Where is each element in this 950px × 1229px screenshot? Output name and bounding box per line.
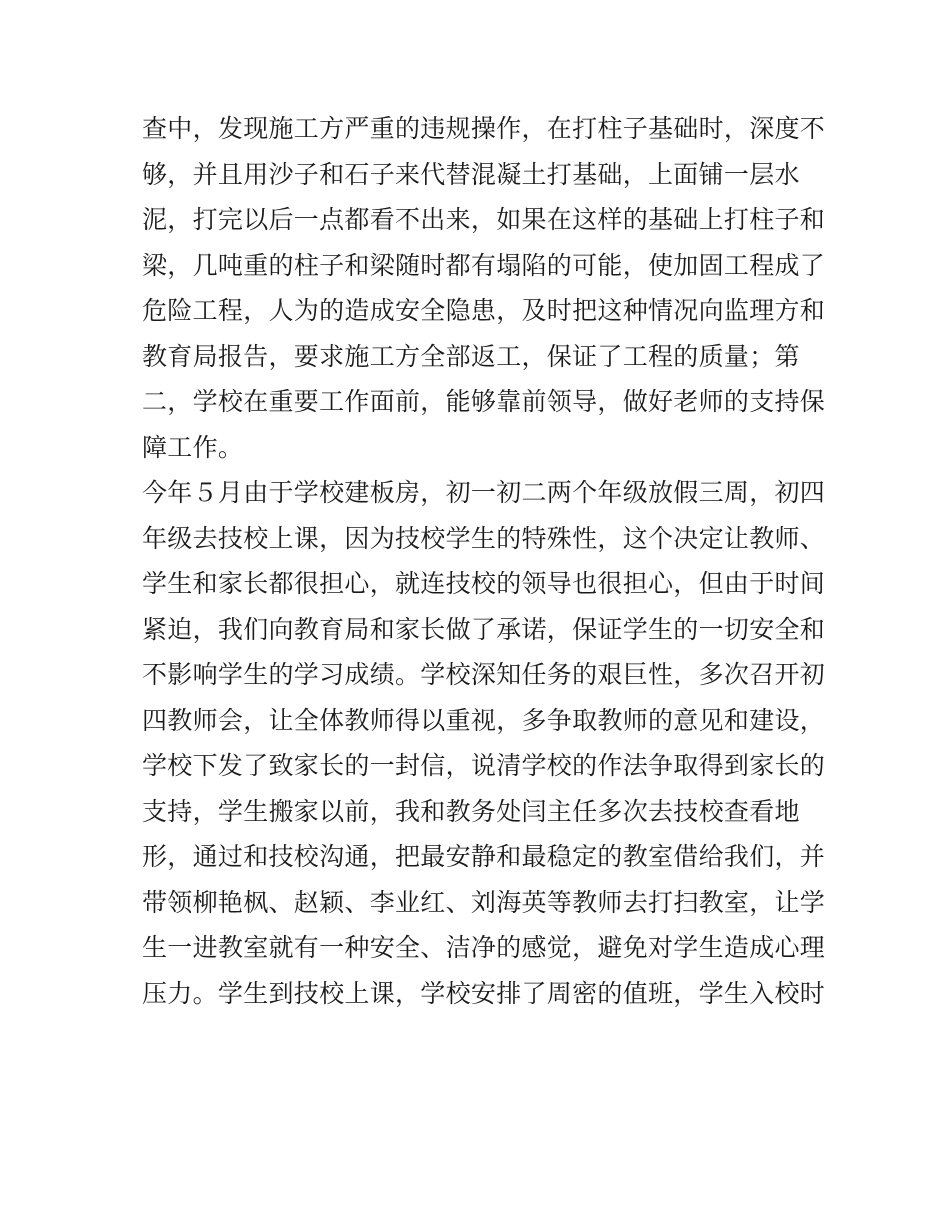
text-line: 危险工程，人为的造成安全隐患，及时把这种情况向监理方和 (142, 296, 826, 325)
text-line: 支持，学生搬家以前，我和教务处闫主任多次去技校查看地 (142, 796, 800, 826)
text-line: 紧迫，我们向教育局和家长做了承诺，保证学生的一切安全和 (142, 614, 826, 644)
text-line: 年级去技校上课，因为技校学生的特殊性，这个决定让教师、 (142, 523, 826, 553)
text-line: 生一进教室就有一种安全、洁净的感觉，避免对学生造成心理 (142, 933, 826, 962)
text-line: 够，并且用沙子和石子来代替混凝土打基础，上面铺一层水 (142, 159, 800, 189)
text-line: 教育局报告，要求施工方全部返工，保证了工程的质量；第 (142, 341, 800, 371)
text-line: 泥，打完以后一点都看不出来，如果在这样的基础上打柱子和 (142, 205, 826, 234)
text-line: 查中，发现施工方严重的违规操作，在打柱子基础时，深度不 (142, 114, 826, 143)
text-line: 不影响学生的学习成绩。学校深知任务的艰巨性，多次召开初 (142, 660, 826, 689)
text-line: 梁，几吨重的柱子和梁随时都有塌陷的可能，使加固工程成了 (142, 250, 826, 280)
text-line: 障工作。 (142, 432, 244, 462)
text-line: 学校下发了致家长的一封信，说清学校的作法争取得到家长的 (142, 751, 826, 780)
text-line: 带领柳艳枫、赵颖、李业红、刘海英等教师去打扫教室，让学 (142, 887, 826, 917)
text-line: 二，学校在重要工作面前，能够靠前领导，做好老师的支持保 (142, 387, 826, 416)
text-line: 四教师会，让全体教师得以重视，多争取教师的意见和建设， (142, 705, 826, 735)
body-text (142, 106, 826, 1016)
text-line: 压力。学生到技校上课，学校安排了周密的值班，学生入校时 (142, 978, 826, 1008)
text-line: 形，通过和技校沟通，把最安静和最稳定的教室借给我们，并 (142, 842, 826, 871)
text-line: 学生和家长都很担心，就连技校的领导也很担心，但由于时间 (142, 569, 826, 598)
text-line: 今年５月由于学校建板房，初一初二两个年级放假三周，初四 (142, 478, 826, 507)
